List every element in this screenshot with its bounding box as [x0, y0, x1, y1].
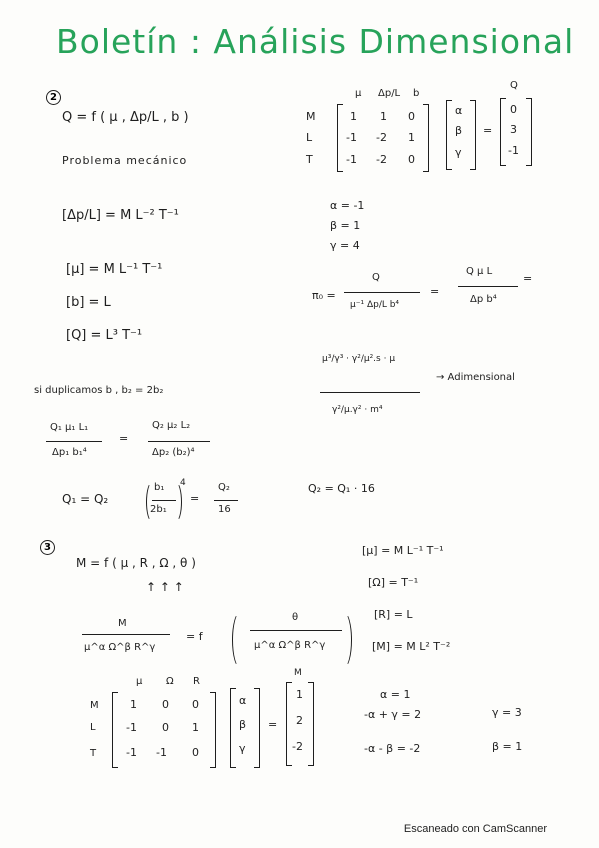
rhs-cell: 1	[296, 688, 303, 701]
fraction-bar	[148, 441, 210, 442]
s3-dim-m: [M] = M L² T⁻²	[372, 640, 451, 653]
rhs-cell: 2	[296, 714, 303, 727]
s3-dim-r: [R] = L	[374, 608, 413, 621]
rhs-left-bracket	[286, 682, 292, 766]
matrix-cell: 1	[130, 698, 137, 711]
matrix-col-header: μ	[136, 676, 143, 687]
s3-result-beta: β = 1	[492, 740, 523, 753]
matrix-cell: 1	[350, 110, 357, 123]
q1-expression: Q₁ = Q₂	[62, 492, 109, 506]
s3-frac2-numerator: θ	[292, 612, 299, 623]
matrix-cell: -1	[346, 153, 357, 166]
matrix-row-label: T	[306, 153, 313, 166]
fraction-bar	[214, 500, 238, 501]
solution-gamma: γ = 4	[330, 239, 360, 252]
q1-frac-numerator: b₁	[154, 482, 165, 493]
unknown-cell: γ	[455, 146, 462, 159]
matrix-left-bracket	[337, 104, 343, 172]
pi-denominator: μ⁻¹ Δp/L b⁴	[350, 300, 400, 310]
camscanner-footer: Escaneado con CamScanner	[403, 823, 547, 835]
fraction-bar	[344, 292, 420, 293]
unknown-left-bracket	[230, 688, 236, 768]
s3-dim-omega: [Ω] = T⁻¹	[368, 576, 419, 589]
s3-main-equation: M = f ( μ , R , Ω , θ )	[76, 556, 196, 570]
dim-q: [Q] = L³ T⁻¹	[66, 328, 143, 343]
unknown-cell: α	[455, 104, 463, 117]
matrix-cell: -1	[156, 746, 167, 759]
matrix-row-label: M	[306, 110, 316, 123]
s3-frac-numerator: M	[118, 618, 127, 629]
s2-problem-type: Problema mecánico	[62, 154, 188, 167]
rhs-cell: 3	[510, 123, 517, 136]
adim-denominator: γ²/μ.γ² · m⁴	[332, 405, 383, 415]
ratio-right-numerator: Q₂ μ₂ L₂	[152, 420, 191, 431]
pi-denominator-simplified: Δp b⁴	[470, 294, 497, 305]
fraction-bar	[458, 286, 518, 287]
s2-main-equation: Q = f ( μ , Δp/L , b )	[62, 110, 189, 125]
matrix-left-bracket	[112, 692, 118, 768]
equals-sign: =	[119, 432, 129, 445]
duplicate-statement: si duplicamos b , b₂ = 2b₂	[34, 385, 164, 396]
equals-sign: =	[483, 124, 493, 137]
rhs-right-bracket	[526, 98, 532, 166]
s3-eq-3: -α - β = -2	[364, 742, 421, 755]
matrix-row-label: L	[90, 722, 96, 733]
matrix-right-bracket	[423, 104, 429, 172]
solution-alpha: α = -1	[330, 199, 365, 212]
matrix-cell: 0	[162, 721, 169, 734]
ratio-right-denominator: Δp₂ (b₂)⁴	[152, 447, 195, 458]
matrix-col-header: μ	[355, 88, 362, 99]
matrix-cell: -2	[376, 131, 387, 144]
matrix-cell: 0	[408, 110, 415, 123]
page-title: Boletín : Análisis Dimensional	[56, 22, 575, 61]
matrix-right-bracket	[210, 692, 216, 768]
fraction-bar	[250, 630, 342, 631]
rhs-cell: -2	[292, 740, 303, 753]
matrix-row-label: T	[90, 748, 97, 759]
equals-sign: =	[430, 285, 440, 298]
right-paren	[336, 612, 352, 668]
matrix-cell: -1	[346, 131, 357, 144]
q1-result-denominator: 16	[218, 504, 231, 515]
rhs-cell: 0	[510, 103, 517, 116]
matrix-cell: 1	[192, 721, 199, 734]
s3-eq-1: α = 1	[380, 688, 411, 701]
unknown-right-bracket	[254, 688, 260, 768]
q1-frac-denominator: 2b₁	[150, 504, 167, 515]
fraction-bar	[82, 634, 170, 635]
s3-arrows: ↑ ↑ ↑	[146, 580, 184, 594]
section-2-number: 2	[46, 90, 61, 105]
fraction-bar	[46, 441, 102, 442]
matrix-cell: 0	[408, 153, 415, 166]
pi-numerator-simplified: Q μ L	[466, 266, 493, 277]
dim-mu: [μ] = M L⁻¹ T⁻¹	[66, 262, 163, 277]
q1-exponent: 4	[180, 478, 186, 488]
matrix-col-header: R	[193, 676, 200, 687]
fraction-bar	[320, 392, 420, 393]
unknown-right-bracket	[470, 100, 476, 170]
solution-beta: β = 1	[330, 219, 361, 232]
s3-frac2-denominator: μ^α Ω^β R^γ	[254, 640, 326, 651]
matrix-col-header: b	[413, 88, 420, 99]
matrix-row-label: L	[306, 131, 313, 144]
ratio-left-numerator: Q₁ μ₁ L₁	[50, 422, 89, 433]
matrix-cell: 1	[380, 110, 387, 123]
pi-numerator: Q	[372, 272, 380, 283]
unknown-cell: γ	[239, 742, 246, 755]
q1-result-numerator: Q₂	[218, 482, 230, 493]
s3-frac-denominator: μ^α Ω^β R^γ	[84, 642, 156, 653]
matrix-rhs-header: Q	[510, 80, 518, 91]
unknown-left-bracket	[446, 100, 452, 170]
matrix-cell: 0	[192, 698, 199, 711]
equals-sign: =	[268, 718, 278, 731]
unknown-cell: β	[455, 124, 463, 137]
matrix-rhs-header: M	[294, 668, 302, 678]
pi-label: π₀ =	[312, 289, 336, 302]
matrix-col-header: Δp/L	[378, 88, 401, 99]
s3-function-eq: = f	[186, 630, 203, 643]
ratio-left-denominator: Δp₁ b₁⁴	[52, 447, 87, 458]
matrix-cell: 0	[192, 746, 199, 759]
matrix-cell: 0	[162, 698, 169, 711]
matrix-cell: -1	[126, 721, 137, 734]
right-paren	[170, 482, 182, 522]
adimensional-label: → Adimensional	[436, 372, 515, 383]
unknown-cell: β	[239, 718, 247, 731]
dim-dp-over-l: [Δp/L] = M L⁻² T⁻¹	[62, 208, 179, 223]
rhs-left-bracket	[500, 98, 506, 166]
matrix-cell: 1	[408, 131, 415, 144]
s3-result-gamma: γ = 3	[492, 706, 522, 719]
unknown-cell: α	[239, 694, 247, 707]
section-3-number: 3	[40, 540, 55, 555]
adim-numerator: μ³/γ³ · γ²/μ².s · μ	[322, 354, 396, 364]
rhs-cell: -1	[508, 144, 519, 157]
matrix-cell: -2	[376, 153, 387, 166]
equals-sign: =	[190, 492, 200, 505]
matrix-cell: -1	[126, 746, 137, 759]
matrix-col-header: Ω	[166, 676, 174, 687]
s3-dim-mu: [μ] = M L⁻¹ T⁻¹	[362, 544, 444, 557]
left-paren	[232, 612, 248, 668]
rhs-right-bracket	[308, 682, 314, 766]
matrix-row-label: M	[90, 700, 99, 711]
dim-b: [b] = L	[66, 295, 111, 310]
s3-eq-2: -α + γ = 2	[364, 708, 422, 721]
q2-result: Q₂ = Q₁ · 16	[308, 482, 375, 495]
equals-sign: =	[523, 272, 533, 285]
